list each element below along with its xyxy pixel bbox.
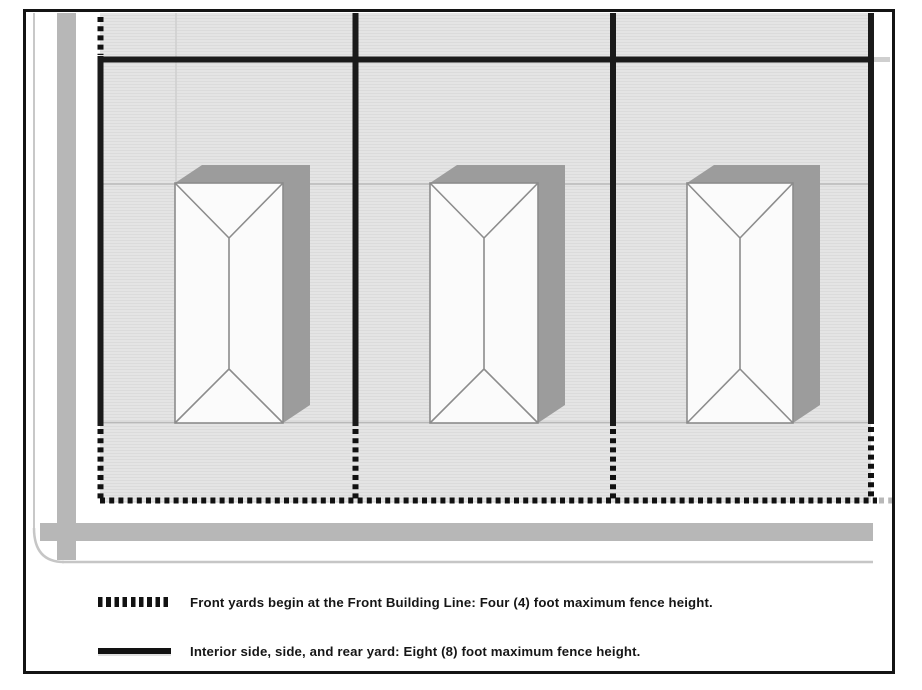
house-2-roof [430,183,538,423]
house-2 [430,165,565,423]
dotted-line-swatch [98,597,171,607]
house-3 [687,165,820,423]
street-left-band [57,13,76,560]
legend-label-front-yard: Front yards begin at the Front Building Line: Four (4) foot maximum fence height. [190,594,713,610]
solid-line-swatch [98,648,171,654]
house-3-roof [687,183,793,423]
legend-label-interior-yard: Interior side, side, and rear yard: Eight (8) foot maximum fence height. [190,643,641,659]
street-bottom-band [40,523,873,541]
house-1 [175,165,310,423]
legend-item-front-yard [98,595,713,609]
house-1-roof [175,183,283,423]
legend-item-interior-yard [98,644,640,658]
